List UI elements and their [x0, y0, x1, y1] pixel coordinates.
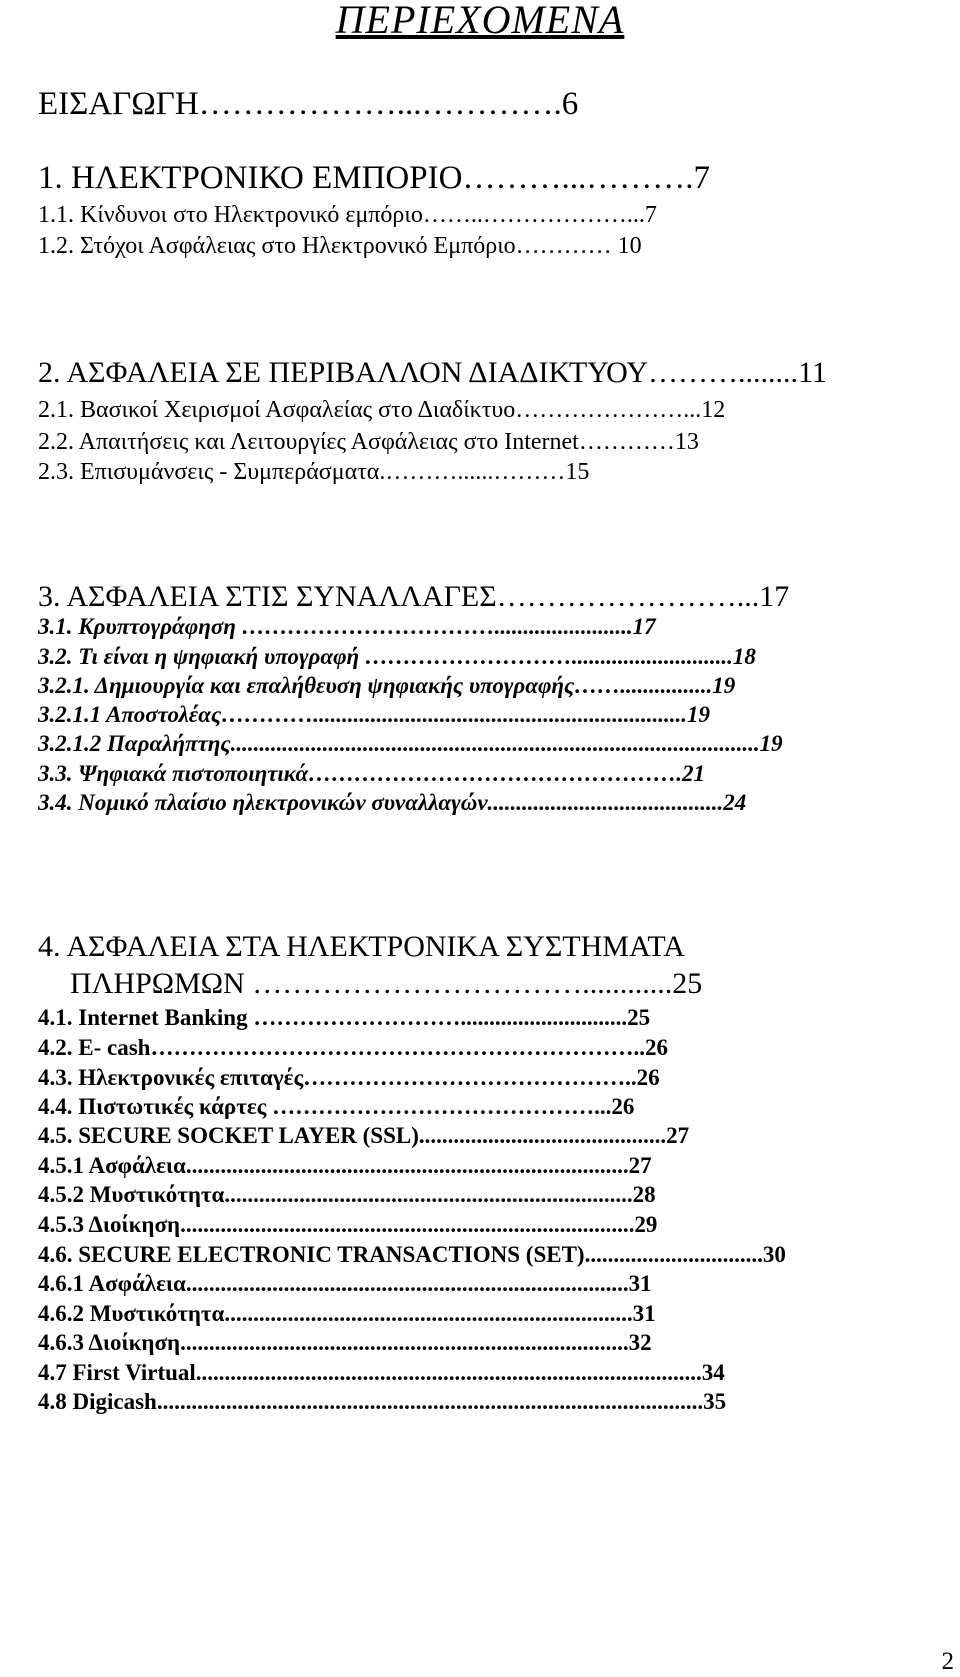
toc-entry-3-2-1-2: 3.2.1.2 Παραλήπτης............................................................................................19 — [38, 731, 783, 756]
page-title: ΠΕΡΙΕΧΟΜΕΝΑ — [335, 0, 625, 42]
toc-entry-chapter-4: 4. ΑΣΦΑΛΕΙΑ ΣΤΑ ΗΛΕΚΤΡΟΝΙΚΑ ΣΥΣΤΗΜΑΤΑ — [38, 930, 685, 963]
toc-entry-chapter-3: 3. ΑΣΦΑΛΕΙΑ ΣΤΙΣ ΣΥΝΑΛΛΑΓΕΣ……………………...17 — [38, 580, 790, 613]
toc-entry-chapter-2: 2. ΑΣΦΑΛΕΙΑ ΣΕ ΠΕΡΙΒΑΛΛΟΝ ΔΙΑΔΙΚΤΥΟΥ………........11 — [38, 356, 827, 389]
toc-entry-2-3: 2.3. Επισυμάνσεις - Συμπεράσματα.………......………15 — [38, 459, 590, 485]
toc-entry-3-2: 3.2. Τι είναι η ψηφιακή υπογραφή ………………………............................18 — [38, 644, 756, 669]
toc-entry-3-4: 3.4. Νομικό πλαίσιο ηλεκτρονικών συναλλαγών.........................................24 — [38, 790, 747, 815]
toc-entry-2-1: 2.1. Βασικοί Χειρισμοί Ασφαλείας στο Διαδίκτυο…………………...12 — [38, 397, 726, 423]
toc-entry-chapter-1: 1. ΗΛΕΚΤΡΟΝΙΚΟ ΕΜΠΟΡΙΟ………...……….7 — [38, 160, 710, 196]
toc-entry-3-1: 3.1. Κρυπτογράφηση ……………………………........................17 — [38, 614, 656, 639]
toc-entry-4-5-1: 4.5.1 Ασφάλεια.............................................................................27 — [38, 1153, 652, 1178]
toc-entry-chapter-4-cont: ΠΛΗΡΩΜΩΝ ……………………………............25 — [70, 967, 703, 1000]
toc-entry-3-2-1-1: 3.2.1.1 Αποστολέας………….................................................................19 — [38, 702, 710, 727]
toc-entry-4-8: 4.8 Digicash...............................................................................................35 — [38, 1389, 727, 1414]
toc-entry-3-3: 3.3. Ψηφιακά πιστοποιητικά………………………………………….21 — [38, 761, 706, 786]
toc-entry-4-6-1: 4.6.1 Ασφάλεια.............................................................................31 — [38, 1271, 652, 1296]
toc-entry-4-5: 4.5. SECURE SOCKET LAYER (SSL)...........................................27 — [38, 1123, 690, 1148]
toc-entry-4-6-2: 4.6.2 Μυστικότητα.......................................................................31 — [38, 1301, 656, 1326]
toc-entry-4-6: 4.6. SECURE ELECTRONIC TRANSACTIONS (SET)...............................30 — [38, 1242, 786, 1267]
toc-entry-4-3: 4.3. Ηλεκτρονικές επιταγές……………………………………..26 — [38, 1065, 660, 1090]
toc-entry-4-6-3: 4.6.3 Διοίκηση..............................................................................32 — [38, 1330, 652, 1355]
toc-entry-3-2-1: 3.2.1. Δημιουργία και επαλήθευση ψηφιακής υπογραφής……................19 — [38, 673, 736, 698]
toc-entry-4-7: 4.7 First Virtual........................................................................................34 — [38, 1360, 725, 1385]
toc-entry-4-2: 4.2. E- cash………………………………………………………..26 — [38, 1035, 668, 1060]
toc-entry-4-4: 4.4. Πιστωτικές κάρτες ……………………………………...26 — [38, 1094, 635, 1119]
toc-entry-4-5-2: 4.5.2 Μυστικότητα.......................................................................28 — [38, 1182, 656, 1207]
toc-entry-1-1: 1.1. Κίνδυνοι στο Ηλεκτρονικό εμπόριο……..………………...7 — [38, 202, 657, 228]
page-number: 2 — [941, 1648, 954, 1675]
toc-entry-introduction: ΕΙΣΑΓΩΓΗ………………...………….6 — [38, 86, 579, 122]
toc-entry-4-5-3: 4.5.3 Διοίκηση...............................................................................29 — [38, 1212, 658, 1237]
toc-entry-2-2: 2.2. Απαιτήσεις και Λειτουργίες Ασφάλειας στο Internet…………13 — [38, 429, 699, 455]
toc-entry-4-1: 4.1. Internet Banking ……………………….............................25 — [38, 1005, 651, 1030]
toc-entry-1-2: 1.2. Στόχοι Ασφάλειας στο Ηλεκτρονικό Εμπόριο………… 10 — [38, 233, 642, 259]
